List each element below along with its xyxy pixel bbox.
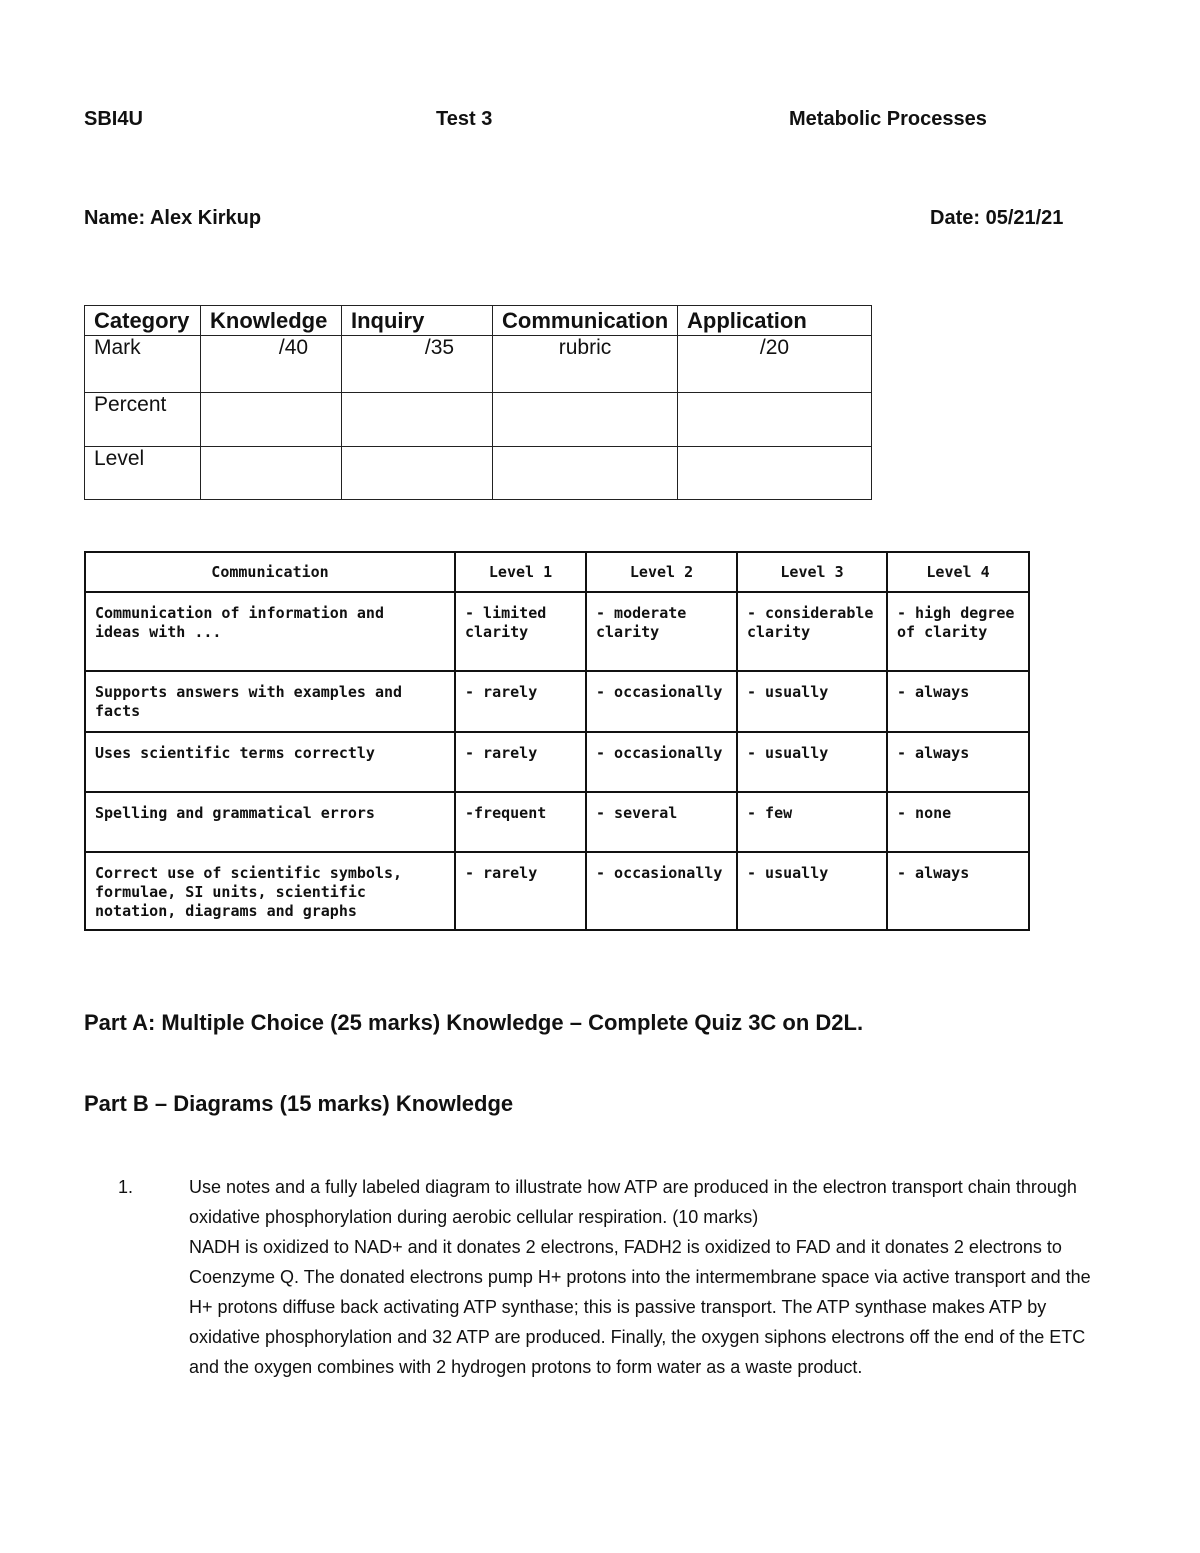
- header-cell: Knowledge: [201, 306, 342, 336]
- rubric-header-cell: Level 1: [455, 552, 586, 592]
- rubric-row: [85, 592, 1029, 671]
- table-cell: [342, 447, 493, 500]
- table-cell: /40: [201, 336, 342, 393]
- header-cell: Category: [85, 306, 201, 336]
- part-a-heading: Part A: Multiple Choice (25 marks) Knowledge – Complete Quiz 3C on D2L.: [84, 1010, 864, 1035]
- rubric-cell: - rarely: [455, 671, 586, 732]
- rubric-cell: - moderate clarity: [586, 592, 737, 671]
- row-label: Level: [85, 447, 201, 500]
- rubric-cell: - occasionally: [586, 732, 737, 792]
- rubric-cell: - usually: [737, 852, 887, 930]
- table-header-row: [85, 306, 872, 336]
- table-cell: /20: [678, 336, 872, 393]
- table-cell: [678, 447, 872, 500]
- table-cell: [678, 393, 872, 447]
- rubric-cell: - always: [887, 732, 1029, 792]
- table-cell: [201, 393, 342, 447]
- rubric-cell: - always: [887, 671, 1029, 732]
- rubric-cell: - none: [887, 792, 1029, 852]
- rubric-row: [85, 671, 1029, 732]
- table-cell: [342, 393, 493, 447]
- rubric-cell: - always: [887, 852, 1029, 930]
- rubric-header-cell: Level 3: [737, 552, 887, 592]
- question-prompt: Use notes and a fully labeled diagram to illustrate how ATP are produced in the electron transport chain through oxidative phosphorylation during aerobic cellular respiration. (10 marks): [189, 1177, 1077, 1227]
- rubric-cell: - occasionally: [586, 852, 737, 930]
- course-code: SBI4U: [84, 108, 143, 130]
- communication-rubric-table: [84, 551, 1030, 931]
- rubric-cell: - usually: [737, 732, 887, 792]
- rubric-criterion: Communication of information and ideas with ...: [85, 592, 455, 671]
- row-label: Mark: [85, 336, 201, 393]
- table-row: [85, 336, 872, 393]
- rubric-cell: - considerable clarity: [737, 592, 887, 671]
- table-row: [85, 393, 872, 447]
- rubric-cell: - high degree of clarity: [887, 592, 1029, 671]
- table-cell: [201, 447, 342, 500]
- rubric-header-cell: Level 2: [586, 552, 737, 592]
- rubric-header-cell: Level 4: [887, 552, 1029, 592]
- rubric-cell: - occasionally: [586, 671, 737, 732]
- rubric-header-row: [85, 552, 1029, 592]
- question-answer: NADH is oxidized to NAD+ and it donates 2 electrons, FADH2 is oxidized to FAD and it donates 2 electrons to Coenzyme Q. The donated electrons pump H+ protons into the intermembrane space via active transport and the H+ protons diffuse back activating ATP synthase; this is passive transport. The ATP synthase makes ATP by oxidative phosphorylation and 32 ATP are produced. Finally, the oxygen siphons electrons off the end of the ETC and the oxygen combines with 2 hydrogen protons to form water as a waste product.: [189, 1237, 1091, 1377]
- student-name: Name: Alex Kirkup: [84, 207, 262, 229]
- table-row: [85, 447, 872, 500]
- rubric-cell: - several: [586, 792, 737, 852]
- rubric-row: [85, 792, 1029, 852]
- rubric-row: [85, 852, 1029, 930]
- question-number: 1.: [118, 1177, 134, 1197]
- marks-summary-table: [84, 305, 872, 500]
- part-b-heading: Part B – Diagrams (15 marks) Knowledge: [84, 1091, 514, 1116]
- test-title: Test 3: [436, 108, 493, 130]
- rubric-criterion: Supports answers with examples and facts: [85, 671, 455, 732]
- topic-title: Metabolic Processes: [789, 108, 987, 130]
- rubric-cell: -frequent: [455, 792, 586, 852]
- header-cell: Inquiry: [342, 306, 493, 336]
- header-cell: Communication: [493, 306, 678, 336]
- table-cell: /35: [342, 336, 493, 393]
- header-cell: Application: [678, 306, 872, 336]
- rubric-criterion: Uses scientific terms correctly: [85, 732, 455, 792]
- rubric-cell: - limited clarity: [455, 592, 586, 671]
- table-cell: [493, 393, 678, 447]
- question-1-block: [189, 1172, 1119, 1382]
- test-date: Date: 05/21/21: [930, 207, 1064, 229]
- table-cell: rubric: [493, 336, 678, 393]
- rubric-row: [85, 732, 1029, 792]
- rubric-header-cell: Communication: [85, 552, 455, 592]
- rubric-cell: - few: [737, 792, 887, 852]
- rubric-criterion: Spelling and grammatical errors: [85, 792, 455, 852]
- rubric-criterion: Correct use of scientific symbols, formulae, SI units, scientific notation, diagrams and graphs: [85, 852, 455, 930]
- table-cell: [493, 447, 678, 500]
- rubric-cell: - rarely: [455, 732, 586, 792]
- rubric-cell: - rarely: [455, 852, 586, 930]
- row-label: Percent: [85, 393, 201, 447]
- rubric-cell: - usually: [737, 671, 887, 732]
